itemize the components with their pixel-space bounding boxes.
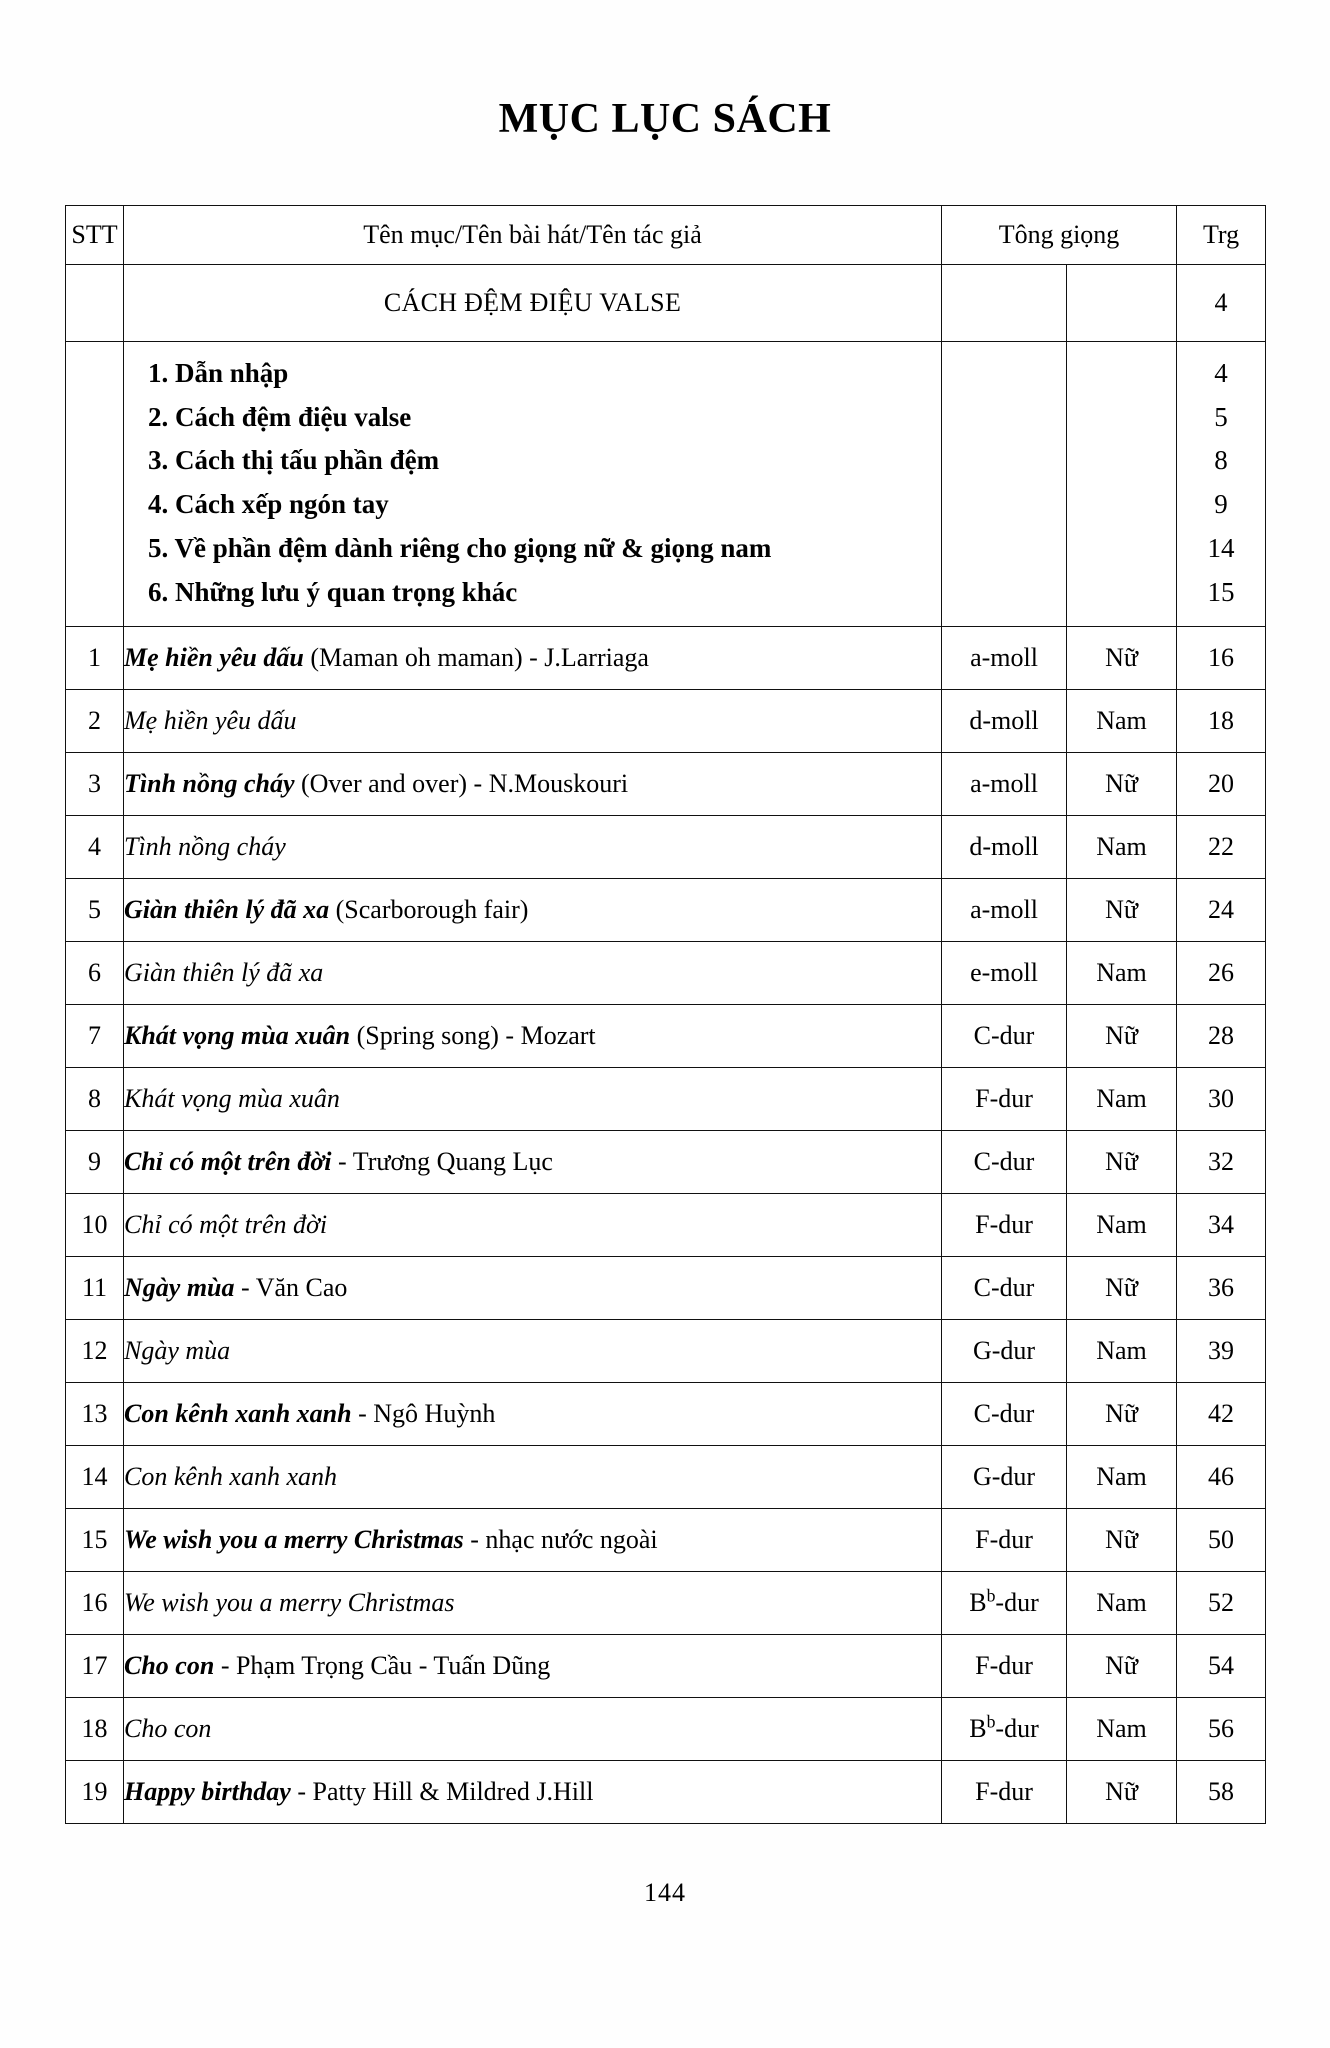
table-row: [66, 1068, 1266, 1131]
table-row: [66, 879, 1266, 942]
song-name-cell: [124, 1698, 942, 1761]
song-key: F-dur: [942, 1761, 1067, 1824]
song-voice: Nam: [1067, 690, 1177, 753]
song-voice: Nam: [1067, 1068, 1177, 1131]
song-title: Giàn thiên lý đã xa: [124, 958, 324, 988]
song-subtitle-author: (Scarborough fair): [329, 895, 529, 925]
table-row: [66, 942, 1266, 1005]
table-row: [66, 1446, 1266, 1509]
section-page: 4: [1177, 265, 1266, 342]
song-index: 19: [66, 1761, 124, 1824]
song-subtitle-author: (Spring song) - Mozart: [350, 1021, 596, 1051]
intro-item-page: 14: [1207, 532, 1235, 563]
song-subtitle-author: - Ngô Huỳnh: [351, 1399, 496, 1429]
song-voice: Nữ: [1067, 753, 1177, 816]
song-index: 17: [66, 1635, 124, 1698]
song-page: 50: [1177, 1509, 1266, 1572]
section-row: [66, 265, 1266, 342]
song-name-cell: [124, 1005, 942, 1068]
intro-stt: [66, 342, 124, 627]
intro-item: 3. Cách thị tấu phần đệm: [148, 445, 440, 476]
song-key: $B^b$-dur: [942, 1572, 1067, 1635]
table-row: [66, 816, 1266, 879]
table-of-contents: [65, 143, 1265, 1824]
header-row: [66, 206, 1266, 265]
song-page: 46: [1177, 1446, 1266, 1509]
song-subtitle-author: (Over and over) - N.Mouskouri: [294, 769, 629, 799]
intro-item: 2. Cách đệm điệu valse: [148, 401, 412, 432]
table-row: [66, 690, 1266, 753]
song-title: Khát vọng mùa xuân: [124, 1021, 351, 1051]
table-row: [66, 627, 1266, 690]
song-title: Tình nồng cháy: [124, 769, 295, 799]
song-subtitle-author: - Phạm Trọng Cầu - Tuấn Dũng: [214, 1651, 551, 1681]
song-voice: Nữ: [1067, 1509, 1177, 1572]
song-name-cell: [124, 627, 942, 690]
intro-item-page: 8: [1214, 445, 1228, 476]
toc-table: [65, 205, 1266, 1824]
song-page: 39: [1177, 1320, 1266, 1383]
intro-item-page: 15: [1207, 576, 1235, 607]
flat-sign-icon: b: [986, 1585, 996, 1606]
song-voice: Nữ: [1067, 627, 1177, 690]
song-name-cell: [124, 1383, 942, 1446]
song-page: 42: [1177, 1383, 1266, 1446]
song-page: 16: [1177, 627, 1266, 690]
song-page: 32: [1177, 1131, 1266, 1194]
intro-item-page: 5: [1214, 401, 1228, 432]
song-voice: Nam: [1067, 1320, 1177, 1383]
song-name-cell: [124, 1068, 942, 1131]
song-key: F-dur: [942, 1509, 1067, 1572]
song-key: C-dur: [942, 1131, 1067, 1194]
song-page: 26: [1177, 942, 1266, 1005]
song-voice: Nam: [1067, 816, 1177, 879]
song-name-cell: [124, 1131, 942, 1194]
table-row: [66, 1761, 1266, 1824]
song-index: 12: [66, 1320, 124, 1383]
song-title: Cho con: [124, 1714, 212, 1744]
song-index: 15: [66, 1509, 124, 1572]
song-page: 24: [1177, 879, 1266, 942]
song-index: 9: [66, 1131, 124, 1194]
table-row: [66, 1320, 1266, 1383]
song-index: 8: [66, 1068, 124, 1131]
song-title: Giàn thiên lý đã xa: [124, 895, 330, 925]
page-folio: 144: [644, 1878, 686, 1908]
song-name-cell: [124, 690, 942, 753]
section-stt: [66, 265, 124, 342]
song-title: We wish you a merry Christmas: [124, 1525, 464, 1555]
table-row: [66, 1383, 1266, 1446]
song-index: 4: [66, 816, 124, 879]
table-row: [66, 1194, 1266, 1257]
song-name-cell: [124, 753, 942, 816]
song-voice: Nam: [1067, 1698, 1177, 1761]
song-rows: [66, 627, 1266, 1824]
intro-item: 6. Những lưu ý quan trọng khác: [148, 576, 518, 607]
song-name-cell: [124, 1572, 942, 1635]
intro-item-page: 9: [1214, 489, 1228, 520]
song-index: 14: [66, 1446, 124, 1509]
song-name-cell: [124, 942, 942, 1005]
intro-item-page: 4: [1214, 358, 1228, 388]
song-voice: Nam: [1067, 1446, 1177, 1509]
song-voice: Nam: [1067, 1194, 1177, 1257]
song-page: 22: [1177, 816, 1266, 879]
song-voice: Nữ: [1067, 879, 1177, 942]
song-title: Ngày mùa: [124, 1273, 235, 1303]
section-title: CÁCH ĐỆM ĐIỆU VALSE: [124, 265, 942, 342]
song-key: C-dur: [942, 1005, 1067, 1068]
song-key: a-moll: [942, 879, 1067, 942]
song-name-cell: [124, 1761, 942, 1824]
song-index: 6: [66, 942, 124, 1005]
song-subtitle-author: - Văn Cao: [234, 1273, 348, 1303]
song-page: 58: [1177, 1761, 1266, 1824]
song-page: 52: [1177, 1572, 1266, 1635]
table-body: [66, 265, 1266, 627]
flat-sign-icon: b: [986, 1711, 996, 1732]
intro-item: 4. Cách xếp ngón tay: [148, 489, 389, 520]
section-voice: [1067, 265, 1177, 342]
song-key: F-dur: [942, 1068, 1067, 1131]
song-page: 20: [1177, 753, 1266, 816]
song-key: G-dur: [942, 1446, 1067, 1509]
song-voice: Nữ: [1067, 1005, 1177, 1068]
song-key: a-moll: [942, 753, 1067, 816]
song-title: Con kênh xanh xanh: [124, 1462, 338, 1492]
song-key: $B^b$-dur: [942, 1698, 1067, 1761]
song-subtitle-author: - Patty Hill & Mildred J.Hill: [290, 1777, 594, 1807]
song-title: Mẹ hiền yêu dấu: [124, 706, 297, 736]
song-voice: Nữ: [1067, 1761, 1177, 1824]
song-title: Mẹ hiền yêu dấu: [124, 643, 304, 673]
intro-row: [66, 342, 1266, 627]
song-name-cell: [124, 1446, 942, 1509]
table-row: [66, 1131, 1266, 1194]
intro-voice: [1067, 342, 1177, 627]
section-key: [942, 265, 1067, 342]
song-index: 3: [66, 753, 124, 816]
song-title: Khát vọng mùa xuân: [124, 1084, 340, 1114]
table-header: [66, 206, 1266, 265]
table-row: [66, 1635, 1266, 1698]
song-page: 36: [1177, 1257, 1266, 1320]
song-voice: Nữ: [1067, 1383, 1177, 1446]
song-voice: Nam: [1067, 942, 1177, 1005]
song-key: d-moll: [942, 816, 1067, 879]
song-index: 10: [66, 1194, 124, 1257]
song-title: Cho con: [124, 1651, 215, 1681]
song-index: 13: [66, 1383, 124, 1446]
song-index: 11: [66, 1257, 124, 1320]
intro-key: [942, 342, 1067, 627]
intro-item: 1. Dẫn nhập: [148, 358, 289, 388]
song-index: 18: [66, 1698, 124, 1761]
song-page: 34: [1177, 1194, 1266, 1257]
song-key: d-moll: [942, 690, 1067, 753]
song-name-cell: [124, 816, 942, 879]
song-title: Chỉ có một trên đời: [124, 1210, 328, 1240]
table-row: [66, 1572, 1266, 1635]
column-header-key: Tông giọng: [942, 206, 1177, 265]
song-index: 2: [66, 690, 124, 753]
song-page: 56: [1177, 1698, 1266, 1761]
song-key: C-dur: [942, 1257, 1067, 1320]
song-name-cell: [124, 1257, 942, 1320]
table-row: [66, 1698, 1266, 1761]
song-key: a-moll: [942, 627, 1067, 690]
intro-list-cell: [124, 342, 942, 627]
song-title: Ngày mùa: [124, 1336, 231, 1366]
song-title: Con kênh xanh xanh: [124, 1399, 352, 1429]
song-voice: Nữ: [1067, 1131, 1177, 1194]
song-title: Happy birthday: [124, 1777, 291, 1807]
song-name-cell: [124, 1320, 942, 1383]
song-voice: Nữ: [1067, 1257, 1177, 1320]
song-key: e-moll: [942, 942, 1067, 1005]
song-page: 54: [1177, 1635, 1266, 1698]
table-row: [66, 1005, 1266, 1068]
song-name-cell: [124, 879, 942, 942]
song-name-cell: [124, 1509, 942, 1572]
song-voice: Nam: [1067, 1572, 1177, 1635]
song-key: C-dur: [942, 1383, 1067, 1446]
column-header-page: Trg: [1177, 206, 1266, 265]
song-key: F-dur: [942, 1635, 1067, 1698]
song-title: Tình nồng cháy: [124, 832, 286, 862]
table-row: [66, 1257, 1266, 1320]
song-subtitle-author: (Maman oh maman) - J.Larriaga: [303, 643, 649, 673]
song-index: 1: [66, 627, 124, 690]
song-name-cell: [124, 1635, 942, 1698]
song-title: We wish you a merry Christmas: [124, 1588, 455, 1618]
intro-list: [124, 342, 941, 626]
song-index: 5: [66, 879, 124, 942]
song-title: Chỉ có một trên đời: [124, 1147, 332, 1177]
table-row: [66, 753, 1266, 816]
song-subtitle-author: - nhạc nước ngoài: [463, 1525, 658, 1555]
page-title: MỤC LỤC SÁCH: [498, 96, 832, 142]
table-row: [66, 1509, 1266, 1572]
song-page: 30: [1177, 1068, 1266, 1131]
song-index: 7: [66, 1005, 124, 1068]
intro-pages-cell: [1177, 342, 1266, 627]
intro-page-list: [1177, 342, 1265, 626]
song-voice: Nữ: [1067, 1635, 1177, 1698]
song-key: G-dur: [942, 1320, 1067, 1383]
song-name-cell: [124, 1194, 942, 1257]
song-subtitle-author: - Trương Quang Lục: [331, 1147, 553, 1177]
column-header-name: Tên mục/Tên bài hát/Tên tác giả: [124, 206, 942, 265]
intro-item: 5. Về phần đệm dành riêng cho giọng nữ & giọng nam: [148, 532, 772, 563]
song-page: 28: [1177, 1005, 1266, 1068]
song-index: 16: [66, 1572, 124, 1635]
song-key: F-dur: [942, 1194, 1067, 1257]
song-page: 18: [1177, 690, 1266, 753]
column-header-stt: STT: [66, 206, 124, 265]
